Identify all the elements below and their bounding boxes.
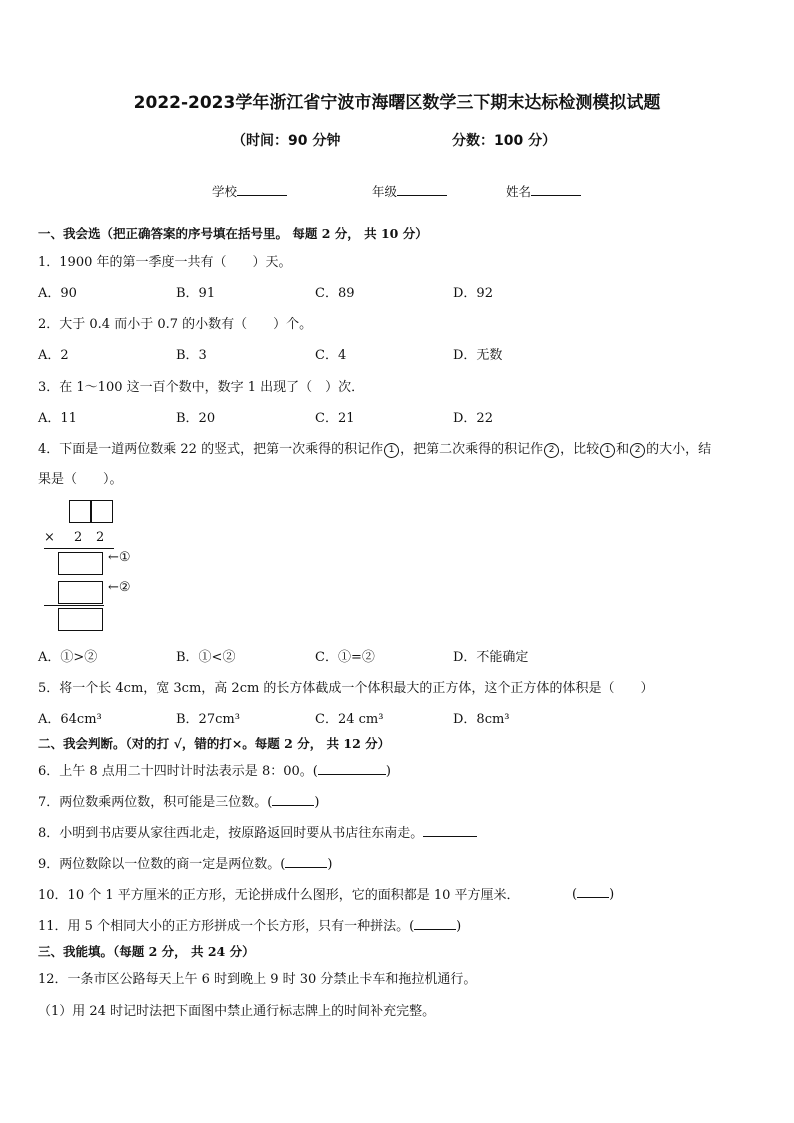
section-1-heading: 一、我会选（把正确答案的序号填在括号里。 每题 2 分， 共 10 分）: [38, 226, 428, 241]
question-5: 5．将一个长 4cm，宽 3cm，高 2cm 的长方体截成一个体积最大的正方体，这个正方体的体积是（ ）: [38, 681, 654, 696]
exam-score: 分数：100 分）: [452, 133, 557, 149]
name-label: 姓名: [506, 184, 532, 199]
question-4-line-1: [38, 438, 711, 458]
result-line-2: [44, 605, 104, 606]
q4-option-b[interactable]: B．①<②: [176, 650, 236, 665]
close-paren: ): [327, 857, 333, 872]
question-8: [38, 822, 477, 841]
page-title: 2022-2023学年浙江省宁波市海曙区数学三下期末达标检测模拟试题: [133, 93, 661, 113]
circle-1-icon: 1: [384, 443, 399, 458]
q10-answer[interactable]: [572, 884, 614, 902]
question-11: [38, 915, 461, 934]
digit-box-ones[interactable]: [91, 500, 113, 523]
q4-text-e: 的大小，结: [646, 442, 712, 457]
q4-text-a: 4．下面是一道两位数乘 22 的竖式，把第一次乘得的积记作: [38, 442, 384, 457]
close-paren: ): [314, 795, 320, 810]
q10-answer-blank[interactable]: [577, 884, 609, 898]
question-12-part-1: （1）用 24 时记时法把下面图中禁止通行标志牌上的时间补充完整。: [38, 1004, 436, 1019]
multiplier-digit-2: 2: [96, 530, 105, 545]
q4-option-c[interactable]: C．①=②: [315, 650, 375, 665]
q8-answer-blank[interactable]: [423, 823, 477, 837]
q1-option-d[interactable]: D．92: [453, 286, 493, 301]
q4-text-c: ，比较: [560, 442, 600, 457]
question-3: 3．在 1～100 这一百个数中，数字 1 出现了（ ）次．: [38, 380, 365, 395]
arrow-label-1: ←①: [108, 550, 131, 565]
q7-answer-blank[interactable]: [272, 792, 314, 806]
open-paren: (: [572, 887, 578, 902]
arrow-label-2: ←②: [108, 580, 131, 595]
partial-product-2-box[interactable]: [58, 581, 103, 604]
q1-option-b[interactable]: B．91: [176, 286, 216, 301]
q3-option-c[interactable]: C．21: [315, 411, 355, 426]
q6-text: 6．上午 8 点用二十四时计时法表示是 8：00。(: [38, 764, 318, 779]
circle-1-icon: 1: [600, 443, 615, 458]
q4-option-a[interactable]: A．①>②: [38, 650, 98, 665]
close-paren: ): [609, 887, 615, 902]
q9-answer-blank[interactable]: [285, 854, 327, 868]
school-label: 学校: [212, 184, 238, 199]
close-paren: ): [456, 919, 462, 934]
result-line-1: [44, 548, 114, 549]
q6-answer-blank[interactable]: [318, 761, 386, 775]
q1-option-c[interactable]: C．89: [315, 286, 355, 301]
q1-option-a[interactable]: A．90: [38, 286, 77, 301]
circle-2-icon: 2: [544, 443, 559, 458]
q2-option-c[interactable]: C．4: [315, 348, 347, 363]
q5-option-b[interactable]: B．27cm³: [176, 712, 240, 727]
circle-2-icon: 2: [630, 443, 645, 458]
question-12: 12．一条市区公路每天上午 6 时到晚上 9 时 30 分禁止卡车和拖拉机通行。: [38, 972, 477, 987]
q5-option-a[interactable]: A．64cm³: [38, 712, 102, 727]
close-paren: ): [385, 764, 391, 779]
q4-text-d: 和: [616, 442, 630, 457]
final-product-box[interactable]: [58, 608, 103, 631]
question-6: [38, 760, 391, 779]
grade-field[interactable]: [372, 182, 447, 200]
question-1: 1．1900 年的第一季度一共有（ ）天。: [38, 255, 292, 270]
grade-blank[interactable]: [397, 182, 447, 196]
partial-product-1-box[interactable]: [58, 552, 103, 575]
times-sign: ×: [44, 530, 55, 545]
q7-text: 7．两位数乘两位数，积可能是三位数。(: [38, 795, 273, 810]
question-10: 10．10 个 1 平方厘米的正方形，无论拼成什么图形，它的面积都是 10 平方厘米．: [38, 888, 520, 903]
q2-option-d[interactable]: D．无数: [453, 348, 503, 363]
multiplier-digit-1: 2: [74, 530, 83, 545]
q5-option-c[interactable]: C．24 cm³: [315, 712, 384, 727]
section-2-heading: 二、我会判断。（对的打 √，错的打×。每题 2 分， 共 12 分）: [38, 736, 391, 751]
question-2: 2．大于 0.4 而小于 0.7 的小数有（ ）个。: [38, 317, 313, 332]
q8-text: 8．小明到书店要从家往西北走，按原路返回时要从书店往东南走。: [38, 826, 424, 841]
digit-box-tens[interactable]: [69, 500, 91, 523]
grade-label: 年级: [372, 184, 398, 199]
q11-text: 11．用 5 个相同大小的正方形拼成一个长方形，只有一种拼法。(: [38, 919, 415, 934]
q4-text-b: ，把第二次乘得的积记作: [400, 442, 544, 457]
q2-option-b[interactable]: B．3: [176, 348, 207, 363]
q11-answer-blank[interactable]: [414, 916, 456, 930]
q3-option-b[interactable]: B．20: [176, 411, 216, 426]
q9-text: 9．两位数除以一位数的商一定是两位数。(: [38, 857, 286, 872]
name-field[interactable]: [506, 182, 581, 200]
q4-option-d[interactable]: D．不能确定: [453, 650, 529, 665]
q5-option-d[interactable]: D．8cm³: [453, 712, 510, 727]
exam-time: （时间：90 分钟: [232, 133, 341, 149]
q3-option-a[interactable]: A．11: [38, 411, 77, 426]
name-blank[interactable]: [531, 182, 581, 196]
school-blank[interactable]: [237, 182, 287, 196]
q3-option-d[interactable]: D．22: [453, 411, 493, 426]
question-7: [38, 791, 319, 810]
question-9: [38, 853, 332, 872]
q2-option-a[interactable]: A．2: [38, 348, 69, 363]
section-3-heading: 三、我能填。（每题 2 分， 共 24 分）: [38, 944, 255, 959]
school-field[interactable]: [212, 182, 287, 200]
question-4-line-2: 果是（ ）。: [38, 472, 123, 487]
